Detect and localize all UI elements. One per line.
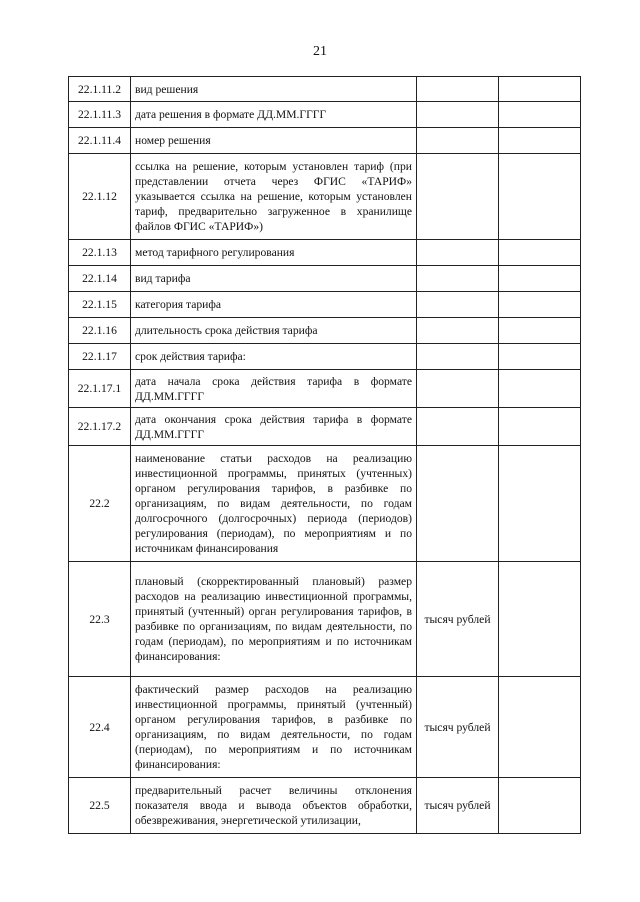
row-value-cell	[499, 344, 581, 370]
table-row	[69, 408, 581, 446]
row-unit	[417, 102, 499, 128]
row-code: 22.4	[69, 677, 131, 778]
row-code: 22.5	[69, 778, 131, 834]
row-value-cell	[499, 128, 581, 154]
table-row	[69, 446, 581, 562]
table-row	[69, 562, 581, 677]
row-description: дата окончания срока действия тарифа в формате ДД.ММ.ГГГГ	[131, 408, 417, 446]
table-row	[69, 344, 581, 370]
row-unit	[417, 77, 499, 102]
row-description: фактический размер расходов на реализацию инвестиционной программы, принятый (учтенный) органом регулирования тарифов, в разбивке по организациям, по видам деятельности, по годам (периодам), по мероприятиям и по источникам финансирования:	[131, 677, 417, 778]
row-unit	[417, 266, 499, 292]
table-row	[69, 128, 581, 154]
row-description: срок действия тарифа:	[131, 344, 417, 370]
row-unit	[417, 446, 499, 562]
row-unit	[417, 370, 499, 408]
row-code: 22.2	[69, 446, 131, 562]
table-row	[69, 292, 581, 318]
row-description: номер решения	[131, 128, 417, 154]
row-description: наименование статьи расходов на реализацию инвестиционной программы, принятых (учтенных) органом регулирования тарифов, в разбивке по организациям, по видам деятельности, по годам долгосрочного (долгосрочных) периода (периодов) регулирования (периодам), по мероприятиям и по источникам финансирования	[131, 446, 417, 562]
row-description: дата решения в формате ДД.ММ.ГГГГ	[131, 102, 417, 128]
row-value-cell	[499, 408, 581, 446]
row-value-cell	[499, 240, 581, 266]
table-row	[69, 778, 581, 834]
row-code: 22.1.17	[69, 344, 131, 370]
row-value-cell	[499, 77, 581, 102]
row-value-cell	[499, 318, 581, 344]
row-description: категория тарифа	[131, 292, 417, 318]
row-value-cell	[499, 677, 581, 778]
table-row	[69, 240, 581, 266]
table-row	[69, 77, 581, 102]
row-description: длительность срока действия тарифа	[131, 318, 417, 344]
row-unit: тысяч рублей	[417, 677, 499, 778]
row-code: 22.1.11.4	[69, 128, 131, 154]
row-code: 22.1.17.1	[69, 370, 131, 408]
table-row	[69, 266, 581, 292]
row-unit	[417, 318, 499, 344]
row-value-cell	[499, 562, 581, 677]
page-number: 21	[313, 44, 327, 59]
row-description: вид решения	[131, 77, 417, 102]
row-value-cell	[499, 266, 581, 292]
row-code: 22.1.14	[69, 266, 131, 292]
row-unit	[417, 344, 499, 370]
row-unit	[417, 154, 499, 240]
row-code: 22.3	[69, 562, 131, 677]
table-row	[69, 318, 581, 344]
row-unit	[417, 128, 499, 154]
row-description: метод тарифного регулирования	[131, 240, 417, 266]
row-code: 22.1.11.3	[69, 102, 131, 128]
row-unit	[417, 292, 499, 318]
row-unit: тысяч рублей	[417, 562, 499, 677]
row-code: 22.1.16	[69, 318, 131, 344]
row-code: 22.1.13	[69, 240, 131, 266]
row-value-cell	[499, 102, 581, 128]
table-row	[69, 154, 581, 240]
row-code: 22.1.17.2	[69, 408, 131, 446]
row-code: 22.1.12	[69, 154, 131, 240]
table-row	[69, 677, 581, 778]
row-code: 22.1.15	[69, 292, 131, 318]
row-description: предварительный расчет величины отклонения показателя ввода и вывода объектов обработки, обезвреживания, энергетической утилизации,	[131, 778, 417, 834]
row-value-cell	[499, 370, 581, 408]
report-table	[68, 76, 581, 834]
row-description: ссылка на решение, которым установлен тариф (при представлении отчета через ФГИС «ТАРИФ» указывается ссылка на решение, которым установлен тариф, предварительно загруженное в хранилище файлов ФГИС «ТАРИФ»)	[131, 154, 417, 240]
row-value-cell	[499, 778, 581, 834]
table-row	[69, 370, 581, 408]
row-unit: тысяч рублей	[417, 778, 499, 834]
row-description: вид тарифа	[131, 266, 417, 292]
row-code: 22.1.11.2	[69, 77, 131, 102]
row-description: дата начала срока действия тарифа в формате ДД.ММ.ГГГГ	[131, 370, 417, 408]
row-description: плановый (скорректированный плановый) размер расходов на реализацию инвестиционной программы, принятый (учтенный) орган регулирования тарифов, в разбивке по организациям, по видам деятельности, по годам (периодам), по мероприятиям и по источникам финансирования:	[131, 562, 417, 677]
row-value-cell	[499, 446, 581, 562]
row-unit	[417, 408, 499, 446]
row-value-cell	[499, 292, 581, 318]
row-unit	[417, 240, 499, 266]
row-value-cell	[499, 154, 581, 240]
table-row	[69, 102, 581, 128]
